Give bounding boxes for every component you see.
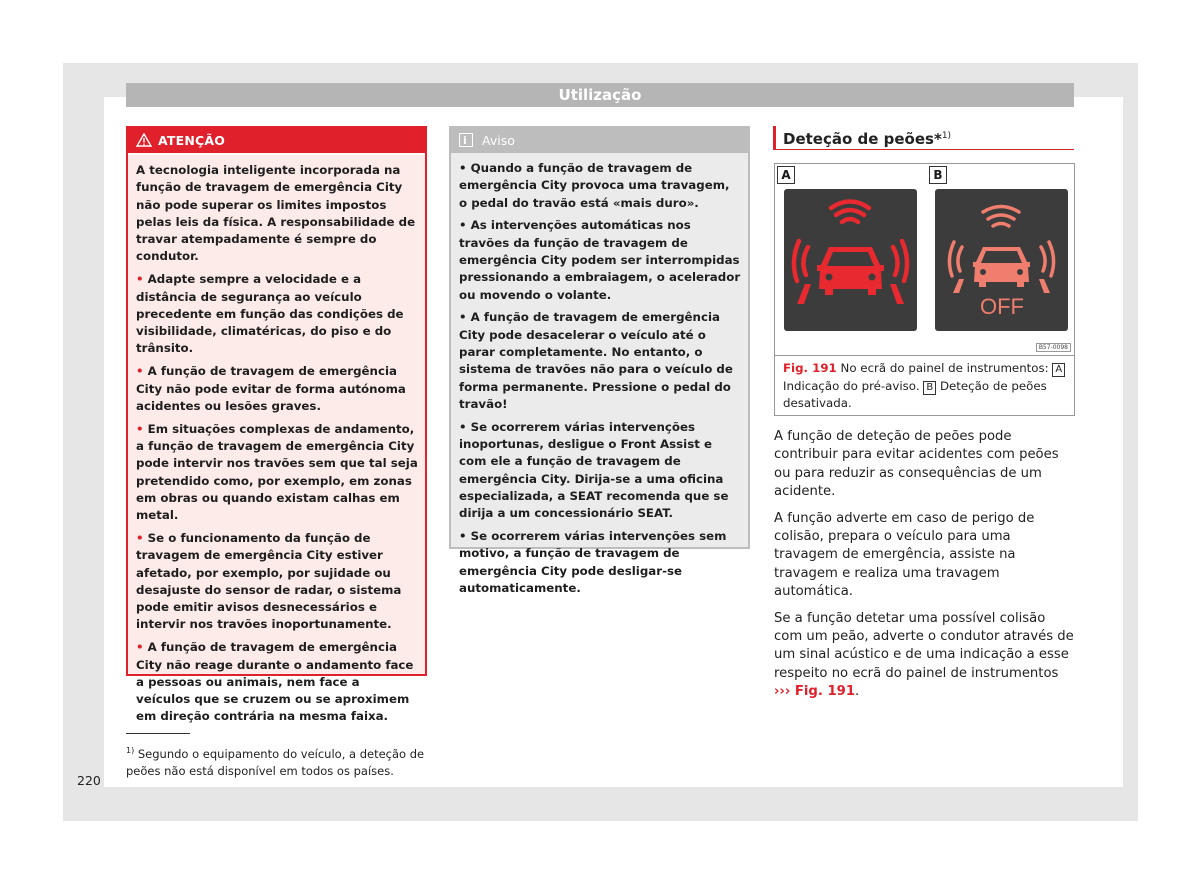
caption-a-text: Indicação do pré-aviso.	[783, 378, 920, 393]
note-body	[451, 153, 748, 597]
bullet-icon: •	[136, 421, 144, 436]
pedestrian-detection-off-icon	[935, 189, 1068, 331]
warning-item: • Se o funcionamento da função de travagem de emergência City estiver afetado, por exemplo, por sujidade ou desajuste do sensor de radar, o sistema pode emitir avisos desnecessários e intervir nos travões inoportunamente.	[136, 530, 402, 632]
warning-item: • A função de travagem de emergência City não reage durante o andamento face a pessoas ou animais, nem face a veículos que se cruzem ou se aproximem em direção contrária na mesma faixa.	[136, 640, 414, 724]
chapter-header: Utilização	[126, 83, 1074, 107]
pedestrian-warning-icon	[784, 189, 917, 331]
page-number: 220	[77, 773, 101, 788]
body-text	[774, 428, 1074, 710]
bullet-icon: •	[136, 364, 144, 379]
section-title: Deteção de peões*$^{1)}$	[773, 126, 1074, 150]
note-item: • Quando a função de travagem de emergência City provoca uma travagem, o pedal do travão está «mais duro».	[459, 161, 730, 210]
warning-item: • Adapte sempre a velocidade e a distância de segurança ao veículo precedente em função das condições de visibilidade, climatéricas, do piso e do trânsito.	[136, 272, 404, 356]
note-item: • Se ocorrerem várias intervenções inoportunas, desligue o Front Assist e com ele a função de travagem de emergência City. Dirija-se a uma oficina especializada, a SEAT recomenda que se dirija a um concessionário SEAT.	[459, 419, 729, 521]
bullet-icon: •	[136, 530, 144, 545]
note-title: Aviso	[482, 133, 515, 148]
panel-label-b: B	[929, 166, 947, 184]
figure-caption	[774, 356, 1075, 416]
caption-letter-a: A	[1052, 363, 1065, 377]
warning-header	[128, 128, 425, 153]
caption-text: No ecrã do painel de instrumentos:	[840, 361, 1049, 375]
warning-item: • Em situações complexas de andamento, a função de travagem de emergência City pode intervir nos travões sem que tal seja pretendido como, por exemplo, em zonas em obras ou quando existam calhas em metal.	[136, 421, 418, 523]
paragraph: A função de deteção de peões pode contribuir para evitar acidentes com peões ou para reduzir as consequências de um acidente.	[774, 429, 1059, 500]
bullet-icon: •	[136, 640, 144, 655]
caption-fig-ref: Fig. 191	[783, 361, 837, 375]
figure-code: B57-0098	[1036, 343, 1071, 352]
panel-label-a: A	[777, 166, 795, 184]
warning-item: • A função de travagem de emergência City não pode evitar de forma autónoma acidentes ou lesões graves.	[136, 364, 406, 413]
note-item: • A função de travagem de emergência City pode desacelerar o veículo até o parar completamente. No entanto, o sistema de travões não para o veículo de forma permanente. Pressione o pedal do travão!	[459, 310, 733, 411]
warning-title: ATENÇÃO	[158, 133, 226, 148]
caption-b-text: Deteção de peões desativada.	[783, 378, 1047, 410]
paragraph: Se a função detetar uma possível colisão com um peão, adverte o condutor através de um sinal acústico e de uma indicação a esse respeito no ecrã do painel de instrumentos ››› Fig. 191.	[774, 610, 1074, 700]
info-icon	[459, 133, 473, 147]
caption-letter-b: B	[923, 381, 936, 395]
note-item: • As intervenções automáticas nos travões da função de travagem de emergência City podem ser interrompidas pressionando a embraiagem, o acelerador ou movendo o volante.	[459, 218, 741, 302]
warning-body	[128, 155, 425, 724]
warning-intro: A tecnologia inteligente incorporada na função de travagem de emergência City não pode superar os limites impostos pelas leis da física. A responsabilidade de travar atempadamente é sempre do condutor.	[136, 163, 416, 264]
warning-box	[126, 126, 427, 724]
figure-191	[774, 163, 1075, 356]
note-header	[451, 128, 748, 153]
figure-link[interactable]: ››› Fig. 191	[774, 684, 855, 700]
note-box	[449, 126, 750, 595]
footnote-divider	[126, 733, 190, 734]
bullet-icon: •	[136, 272, 144, 287]
display-panel-a	[784, 189, 917, 331]
display-panel-b	[935, 189, 1068, 331]
paragraph: A função adverte em caso de perigo de colisão, prepara o veículo para uma travagem de emergência, assiste na travagem e realiza uma travagem automática.	[774, 510, 1035, 600]
note-item: • Se ocorrerem várias intervenções sem motivo, a função de travagem de emergência City pode desligar-se automaticamente.	[459, 528, 727, 595]
footnote: $^{1)}$ Segundo o equipamento do veículo, a deteção de peões não está disponível em todos os países.	[126, 746, 425, 778]
off-label: OFF	[980, 294, 1024, 319]
warning-triangle-icon	[136, 133, 152, 147]
